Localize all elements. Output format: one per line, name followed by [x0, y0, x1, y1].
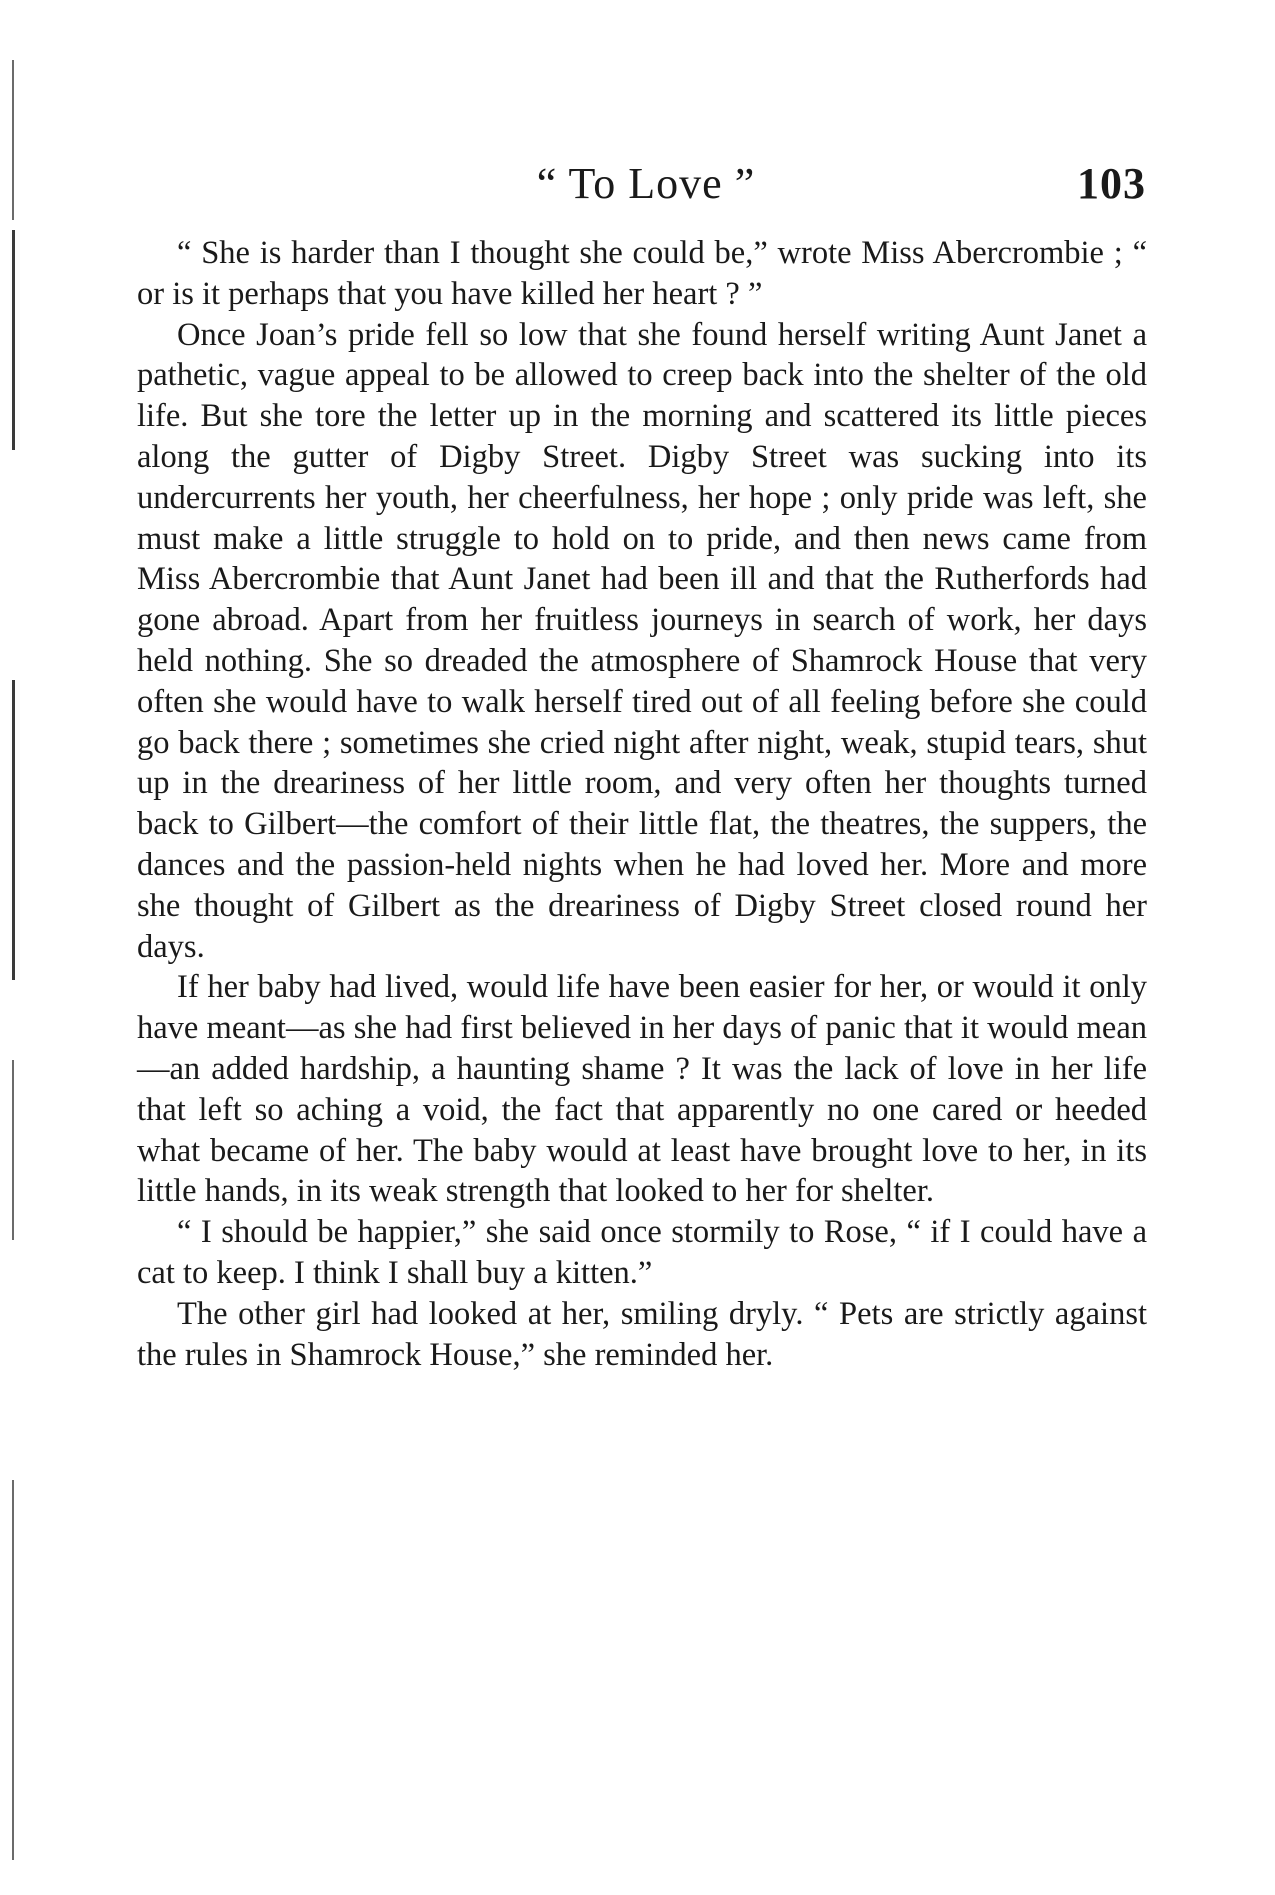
scan-edge-mark [12, 1060, 14, 1240]
scan-edge-mark [12, 680, 15, 980]
scan-edge-mark [12, 230, 15, 450]
scan-edge-mark [12, 1480, 14, 1860]
paragraph: The other girl had looked at her, smiling dryly. “ Pets are strictly against the rules in Shamrock House,” she reminded her. [137, 1295, 1147, 1373]
paragraph: “ She is harder than I thought she could be,” wrote Miss Abercrombie ; “ or is it perhaps that you have killed her heart ? ” [137, 235, 1147, 312]
page-number: 103 [1077, 159, 1146, 208]
paragraph: If her baby had lived, would life have been easier for her, or would it only have meant—as she had first believed in her days of panic that it would mean—an added hardship, a haunting shame ? It was the lack of love in her life that left so aching a void, the fact that apparently no one cared or heeded what became of her. The baby would at least have brought love to her, in its little hands, in its weak strength that looked to her for shelter. [137, 969, 1147, 1210]
scan-edge-mark [12, 60, 14, 220]
running-title: “ To Love ” [536, 159, 756, 208]
body-text [137, 233, 1147, 1375]
running-head [138, 158, 1146, 218]
paragraph: Once Joan’s pride fell so low that she found herself writing Aunt Janet a pathetic, vague appeal to be allowed to creep back into the shelter of the old life. But she tore the letter up in the morning and scattered its little pieces along the gutter of Digby Street. Digby Street was sucking into its undercurrents her youth, her cheerfulness, her hope ; only pride was left, she must make a little struggle to hold on to pride, and then news came from Miss Abercrombie that Aunt Janet had been ill and that the Rutherfords had gone abroad. Apart from her fruitless journeys in search of work, her days held nothing. She so dreaded the atmosphere of Shamrock House that very often she would have to walk herself tired out of all feeling before she could go back there ; sometimes she cried night after night, weak, stupid tears, shut up in the dreariness of her little room, and very often her thoughts turned back to Gilbert—the comfort of their little flat, the theatres, the suppers, the dances and the passion-held nights when he had loved her. More and more she thought of Gilbert as the dreariness of Digby Street closed round her days. [137, 316, 1147, 965]
paragraph: “ I should be happier,” she said once stormily to Rose, “ if I could have a cat to keep. I think I shall buy a kitten.” [137, 1214, 1147, 1291]
